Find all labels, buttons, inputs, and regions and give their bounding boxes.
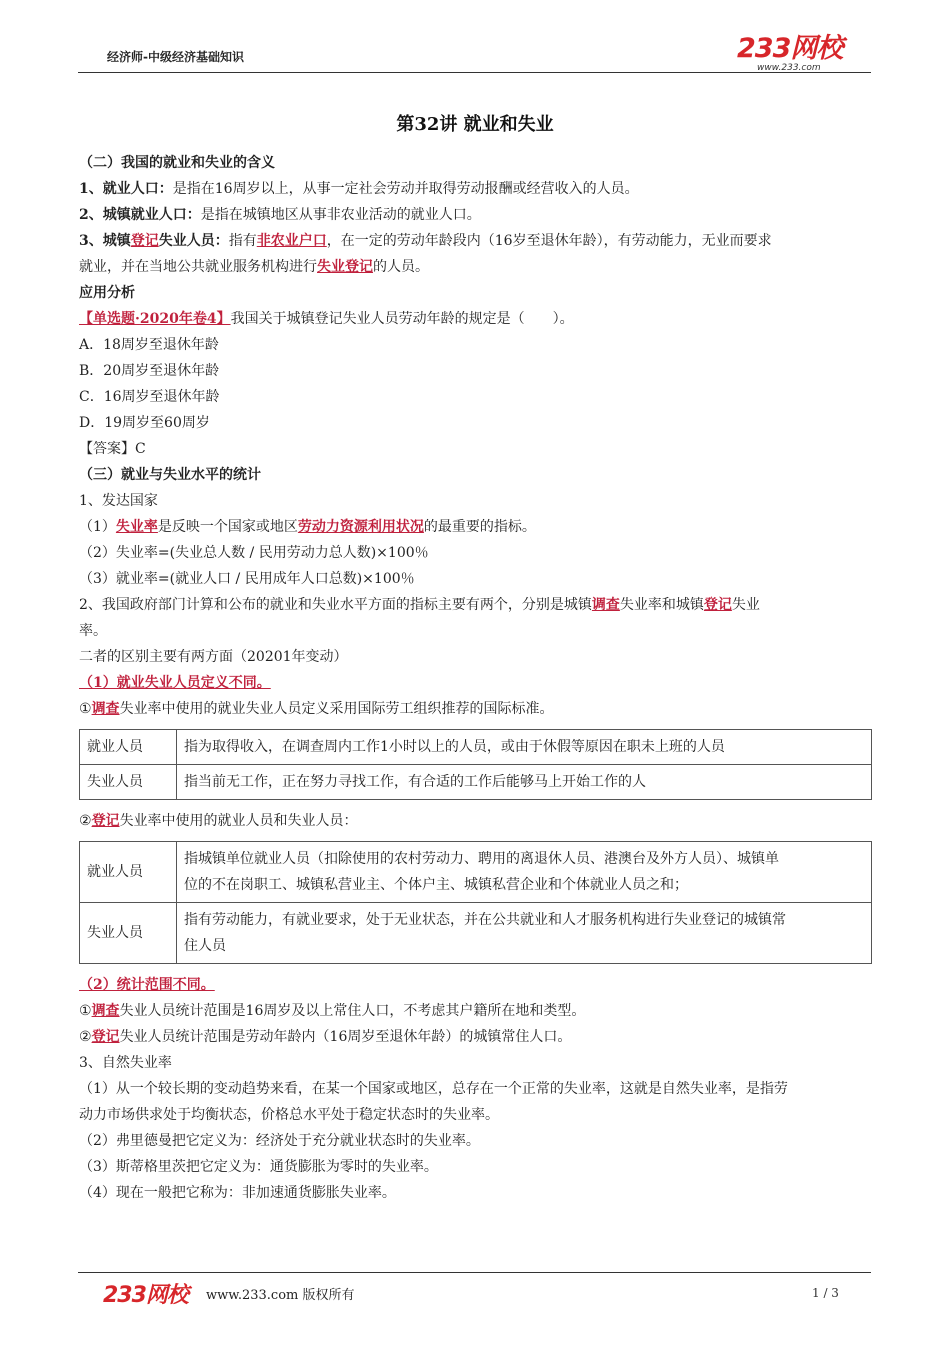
option-b: B．20周岁至退休年龄	[79, 363, 220, 379]
formula-unemployment: （2）失业率=(失业总人数 / 民用劳动力总人数)×100％	[79, 545, 429, 561]
section-heading: （二）我国的就业和失业的含义	[79, 155, 275, 171]
registered-definition-table	[79, 841, 872, 964]
doc-subject: 经济师-中级经济基础知识	[107, 50, 244, 64]
footer-logo: 233网校	[103, 1283, 188, 1308]
paragraph: （1）从一个较长期的变动趋势来看，在某一个国家或地区，总存在一个正常的失业率，这就是自然失业率，是指劳	[79, 1081, 788, 1097]
paragraph: 1、发达国家	[79, 493, 158, 509]
answer: 【答案】C	[79, 441, 146, 457]
section-heading: （三）就业与失业水平的统计	[79, 467, 261, 483]
page-title: 第32讲 就业和失业	[396, 114, 554, 135]
paragraph: 就业，并在当地公共就业服务机构进行失业登记的人员。	[79, 259, 429, 275]
paragraph: （4）现在一般把它称为：非加速通货膨胀失业率。	[79, 1185, 396, 1201]
question: 【单选题·2020年卷4】我国关于城镇登记失业人员劳动年龄的规定是（ ）。	[79, 311, 574, 327]
table-row	[80, 842, 872, 903]
paragraph: ②登记失业人员统计范围是劳动年龄内（16周岁至退休年龄）的城镇常住人口。	[79, 1029, 572, 1045]
footer-copyright: www.233.com 版权所有	[206, 1288, 355, 1303]
table-cell-value: 指当前无工作，正在努力寻找工作，有合适的工作后能够马上开始工作的人	[177, 765, 872, 800]
paragraph: ①调查失业人员统计范围是16周岁及以上常住人口，不考虑其户籍所在地和类型。	[79, 1003, 586, 1019]
paragraph: （1）失业率是反映一个国家或地区劳动力资源利用状况的最重要的指标。	[79, 519, 536, 535]
paragraph: 2、城镇就业人口：是指在城镇地区从事非农业活动的就业人口。	[79, 207, 481, 223]
document-body	[79, 150, 872, 1206]
page-number: 1 / 3	[812, 1286, 839, 1300]
paragraph: 3、城镇登记失业人员：指有非农业户口，在一定的劳动年龄段内（16岁至退休年龄），有劳动能力，无业而要求	[79, 233, 772, 249]
paragraph: （2）弗里德曼把它定义为：经济处于充分就业状态时的失业率。	[79, 1133, 480, 1149]
option-c: C．16周岁至退休年龄	[79, 389, 220, 405]
table-row	[80, 765, 872, 800]
paragraph: 3、自然失业率	[79, 1055, 172, 1071]
paragraph: 率。	[79, 623, 107, 639]
paragraph: 2、我国政府部门计算和公布的就业和失业水平方面的指标主要有两个，分别是城镇调查失业率和城镇登记失业	[79, 597, 760, 613]
table-row	[80, 730, 872, 765]
table-cell-key: 失业人员	[80, 903, 177, 964]
paragraph: 1、就业人口：是指在16周岁以上，从事一定社会劳动并取得劳动报酬或经营收入的人员。	[79, 181, 639, 197]
formula-employment: （3）就业率=(就业人口 / 民用成年人口总数)×100％	[79, 571, 415, 587]
option-d: D．19周岁至60周岁	[79, 415, 210, 431]
table-cell-value: 指有劳动能力，有就业要求，处于无业状态，并在公共就业和人才服务机构进行失业登记的城镇常 住人员	[177, 903, 872, 964]
header-divider	[78, 72, 871, 73]
table-cell-key: 就业人员	[80, 730, 177, 765]
paragraph: 二者的区别主要有两方面（20201年变动）	[79, 649, 348, 665]
sub-heading: （1）就业失业人员定义不同。	[79, 675, 271, 691]
table-cell-value: 指城镇单位就业人员（扣除使用的农村劳动力、聘用的离退休人员、港澳台及外方人员）、城镇单 位的不在岗职工、城镇私营业主、个体户主、城镇私营企业和个体就业人员之和；	[177, 842, 872, 903]
analysis-heading: 应用分析	[79, 285, 135, 301]
survey-definition-table	[79, 729, 872, 800]
paragraph: ②登记失业率中使用的就业人员和失业人员：	[79, 813, 358, 829]
sub-heading: （2）统计范围不同。	[79, 977, 215, 993]
footer-divider	[78, 1272, 871, 1273]
table-row	[80, 903, 872, 964]
option-a: A．18周岁至退休年龄	[79, 337, 219, 353]
brand-logo-url: www.233.com	[757, 63, 821, 73]
paragraph: （3）斯蒂格里茨把它定义为：通货膨胀为零时的失业率。	[79, 1159, 438, 1175]
table-cell-key: 就业人员	[80, 842, 177, 903]
question-tag: 【单选题·2020年卷4】	[79, 311, 231, 327]
paragraph: 动力市场供求处于均衡状态，价格总水平处于稳定状态时的失业率。	[79, 1107, 499, 1123]
brand-logo	[737, 34, 857, 74]
paragraph: ①调查失业率中使用的就业失业人员定义采用国际劳工组织推荐的国际标准。	[79, 701, 554, 717]
table-cell-value: 指为取得收入，在调查周内工作1小时以上的人员，或由于休假等原因在职未上班的人员	[177, 730, 872, 765]
table-cell-key: 失业人员	[80, 765, 177, 800]
brand-logo-text: 233网校	[737, 33, 843, 64]
